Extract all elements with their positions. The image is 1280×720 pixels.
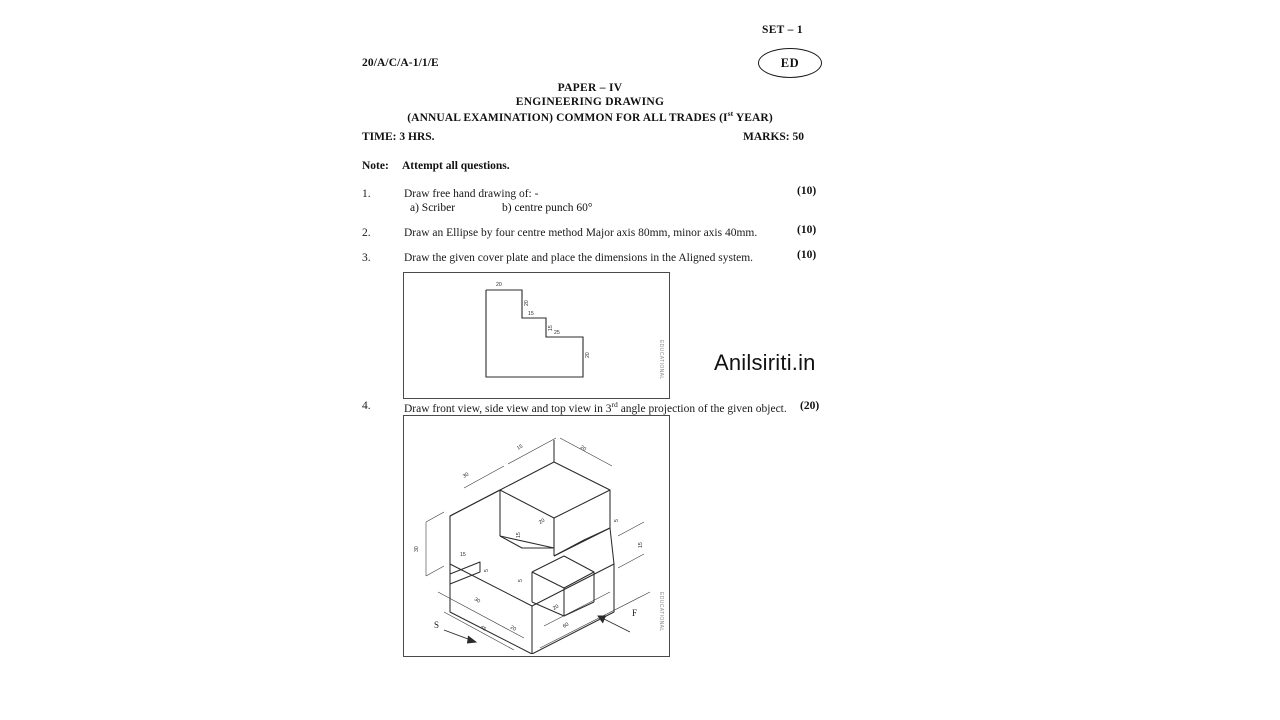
dim-left-mid-width: 30 — [473, 596, 482, 605]
front-view-arrow-label: F — [632, 608, 638, 618]
set-label: SET – 1 — [762, 24, 803, 36]
dim-center-small: 5 — [518, 579, 524, 582]
left-block-top-left — [450, 490, 500, 516]
dim-middle-horizontal: 15 — [528, 311, 534, 317]
question-1-marks: (10) — [797, 185, 817, 197]
dim-left-height: 30 — [414, 546, 420, 552]
dim-top-right: 20 — [579, 444, 588, 453]
pocket-bottom — [532, 602, 594, 616]
dim-right-vertical: 20 — [585, 352, 591, 358]
time-allowed: TIME: 3 HRS. — [362, 131, 435, 143]
dim-lower-horizontal: 25 — [554, 330, 560, 336]
dim-top: 20 — [496, 282, 502, 288]
site-watermark: Anilsiriti.in — [714, 350, 816, 375]
roof-top-face — [500, 462, 610, 518]
paper-code: 20/A/C/A-1/1/E — [362, 57, 439, 69]
view-arrows — [444, 616, 630, 643]
question-3-number: 3. — [362, 252, 371, 264]
question-1-option-b: b) centre punch 60° — [502, 202, 593, 214]
left-block-left-face — [450, 490, 500, 564]
dim-right-height: 15 — [638, 542, 644, 548]
question-2-text: Draw an Ellipse by four centre method Major axis 80mm, minor axis 40mm. — [404, 227, 758, 239]
paper-line: PAPER – IV — [557, 82, 623, 94]
question-1-number: 1. — [362, 188, 371, 200]
dim-bottom-total: 60 — [562, 621, 571, 630]
cover-plate-drawing — [404, 273, 667, 396]
question-4-ordinal: rd — [611, 400, 618, 409]
question-4-text-pre: Draw front view, side view and top view in 3 — [404, 402, 612, 415]
question-4-number: 4. — [362, 400, 371, 412]
note-text: Attempt all questions. — [402, 160, 510, 172]
dim-left-small: 5 — [484, 569, 490, 572]
question-1-text: Draw free hand drawing of: - — [404, 188, 539, 200]
figure-4-frame — [403, 415, 670, 657]
left-block-front — [500, 536, 554, 548]
subject-code-badge — [758, 48, 822, 78]
figure-3-frame — [403, 272, 670, 399]
figure-4-watermark: EDUCATIONAL — [658, 592, 664, 632]
dim-left-step: 15 — [460, 552, 466, 558]
question-3-text: Draw the given cover plate and place the dimensions in the Aligned system. — [404, 252, 754, 264]
isometric-body — [450, 440, 614, 654]
dim-center-vertical: 15 — [516, 532, 522, 538]
note-label: Note: — [362, 160, 389, 172]
question-4-text-post: angle projection of the given object. — [617, 402, 787, 415]
question-3-marks: (10) — [797, 249, 817, 261]
dim-center-block: 20 — [538, 517, 547, 526]
dim-right-small: 5 — [614, 519, 620, 522]
dim-bottom-mid: 20 — [509, 624, 518, 633]
isometric-object-drawing — [404, 416, 667, 654]
exam-line-ordinal: st — [727, 109, 734, 119]
question-2-number: 2. — [362, 227, 371, 239]
subject-line: ENGINEERING DRAWING — [515, 96, 665, 109]
title-block — [360, 81, 820, 125]
left-step — [450, 562, 480, 584]
side-view-arrow-label: S — [434, 620, 440, 630]
subject-code-text: ED — [780, 55, 800, 70]
question-1-option-a: a) Scriber — [410, 202, 456, 214]
question-4-marks: (20) — [800, 400, 820, 412]
dim-top-left-slope: 30 — [462, 471, 471, 480]
exam-line-post: YEAR) — [733, 111, 773, 124]
exam-line-pre: (ANNUAL EXAMINATION) COMMON FOR ALL TRADES (I — [407, 111, 728, 124]
roof-right-face — [554, 490, 610, 556]
question-2-marks: (10) — [797, 224, 817, 236]
dim-top-mid: 15 — [516, 443, 525, 452]
question-4-text — [404, 400, 787, 415]
dim-middle-vertical: 15 — [548, 325, 554, 331]
total-marks: MARKS: 50 — [743, 131, 805, 143]
dim-upper-vertical: 20 — [524, 300, 530, 306]
left-block-top-right — [500, 490, 554, 548]
exam-line — [360, 109, 820, 125]
dim-bottom-inner: 20 — [552, 603, 561, 612]
figure-3-watermark: EDUCATIONAL — [658, 340, 664, 380]
pocket-top — [532, 556, 594, 588]
cover-plate-outline — [486, 290, 583, 377]
dim-left-base-width: 45 — [479, 624, 488, 633]
right-edge — [610, 528, 614, 564]
